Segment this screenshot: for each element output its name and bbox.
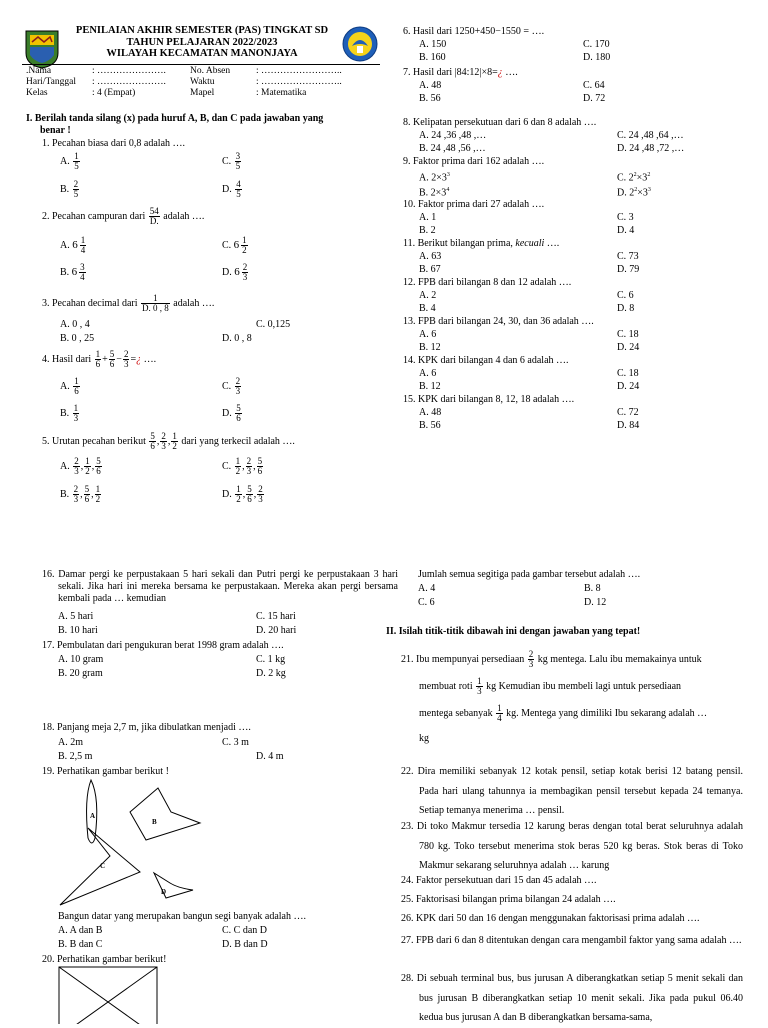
q17-option-a[interactable]: A. 10 gram	[58, 654, 104, 665]
q3-text: 3. Pecahan decimal dari $\frac{1}{D. 0 , 8}$ adalah ….	[42, 293, 215, 313]
title-line-3: WILAYAH KECAMATAN MANONJAYA	[106, 48, 298, 60]
q5-text: 5. Urutan pecahan berikut $\frac{5}{6}$ , $\frac{2}{3}$ , $\frac{1}{2}$ dari yang terkecil adalah ….	[42, 431, 295, 451]
q5-option-b[interactable]: B. $\frac{2}{3}$ , $\frac{5}{6}$ , $\frac{1}{2}$	[60, 484, 101, 504]
q2-option-c[interactable]: C. 6 $\frac{1}{2}$	[222, 235, 247, 255]
q14-option-b[interactable]: B. 12	[419, 381, 441, 392]
mapel-value: : Matematika	[256, 88, 307, 98]
q2-option-b[interactable]: B. 6 $\frac{3}{4}$	[60, 262, 85, 282]
q9-option-c[interactable]: C. $2^2\times 3^2$	[617, 172, 651, 184]
q25-text: 25. Faktorisasi bilangan prima bilangan 24 adalah ….	[401, 894, 616, 905]
q11-text: 11. Berikut bilangan prima, kecuali ….	[403, 238, 560, 249]
mapel-label: Mapel	[190, 88, 215, 98]
tut-wuri-logo	[342, 26, 378, 62]
regency-logo	[22, 27, 62, 69]
q9-option-b[interactable]: B. $2\times 3^4$	[419, 187, 450, 199]
q19-shapes-figure	[58, 778, 208, 908]
q19-option-a[interactable]: A. A dan B	[58, 925, 103, 936]
absen-field[interactable]: : ……………………..	[256, 66, 342, 76]
q2-option-a[interactable]: A. 6 $\frac{1}{4}$	[60, 235, 86, 255]
q7-text: 7. Hasil dari |84:12|×8=¿ ….	[403, 67, 518, 78]
q4-option-a[interactable]: A. $\frac{1}{6}$	[60, 376, 79, 396]
q13-option-c[interactable]: C. 18	[617, 329, 639, 340]
q10-option-d[interactable]: D. 4	[617, 225, 635, 236]
absen-label: No. Absen	[190, 66, 231, 76]
q20-text: 20. Perhatikan gambar berikut!	[42, 954, 167, 965]
q4-option-d[interactable]: D. $\frac{5}{6}$	[222, 403, 241, 423]
q14-option-c[interactable]: C. 18	[617, 368, 639, 379]
q14-option-d[interactable]: D. 24	[617, 381, 640, 392]
q14-option-a[interactable]: A. 6	[419, 368, 437, 379]
q12-text: 12. FPB dari bilangan 8 dan 12 adalah ….	[403, 277, 572, 288]
q8-text: 8. Kelipatan persekutuan dari 6 dan 8 adalah ….	[403, 117, 597, 128]
kelas-value: : 4 (Empat)	[92, 88, 136, 98]
exam-title	[62, 25, 342, 60]
q1-option-d[interactable]: D. $\frac{4}{5}$	[222, 179, 241, 199]
q13-text: 13. FPB dari bilangan 24, 30, dan 36 adalah ….	[403, 316, 594, 327]
q10-text: 10. Faktor prima dari 27 adalah ….	[403, 199, 545, 210]
q16-option-c[interactable]: C. 15 hari	[256, 611, 296, 622]
q22-text: 22. Dira memiliki sebanyak 12 kotak pensil, setiap kotak berisi 12 batang pensil. Pada hari ulang tahunnya ia membagikan pensil tersebut kepada 24 temanya. Setiap temanya menerima … pensil.	[401, 766, 743, 816]
q26-text: 26. KPK dari 50 dan 16 dengan menggunakan faktorisasi prima adalah ….	[401, 913, 700, 924]
q11-option-c[interactable]: C. 73	[617, 251, 639, 262]
waktu-field[interactable]: : ……………………..	[256, 77, 342, 87]
q16-text: 16. Damar pergi ke perpustakaan 5 hari sekali dan Putri pergi ke perpustakaan 3 hari sekali. Jika hari ini mereka bersama ke perpustakaan. Mereka akan pergi bersama kembali pada … kemudian	[42, 569, 398, 604]
hari-field[interactable]: : ………………….	[92, 77, 166, 87]
shape-d-label: D	[161, 888, 167, 896]
shape-c-label: C	[100, 862, 106, 870]
hari-label: Hari/Tanggal	[26, 77, 76, 87]
q17-option-b[interactable]: B. 20 gram	[58, 668, 103, 679]
q15-text: 15. KPK dari bilangan 8, 12, 18 adalah ….	[403, 394, 575, 405]
q8-option-d[interactable]: D. 24 ,48 ,72 ,…	[617, 143, 685, 154]
q12-option-d[interactable]: D. 8	[617, 303, 635, 314]
q9-option-d[interactable]: D. $2^2\times 3^3$	[617, 187, 651, 199]
q7-option-c[interactable]: C. 64	[583, 80, 605, 91]
q17-text: 17. Pembulatan dari pengukuran berat 1998 gram adalah ….	[42, 640, 284, 651]
q21: 21. Ibu mempunyai persediaan $\frac{2}{3}$ kg mentega. Lalu ibu memakainya untuk membuat roti $\frac{1}{3}$ kg Kemudian ibu membeli lagi untuk persediaan mentega sebanyak $\frac{1}{4}$ kg. Mentega yang dimiliki Ibu sekarang adalah … kg	[401, 649, 708, 744]
q6-option-a[interactable]: A. 150	[419, 39, 447, 50]
title-line-1: PENILAIAN AKHIR SEMESTER (PAS) TINGKAT SD	[75, 25, 329, 36]
q2-text: 2. Pecahan campuran dari $\frac{54}{D.}$ adalah ….	[42, 206, 205, 226]
waktu-label: Waktu	[190, 77, 215, 87]
q18-option-a[interactable]: A. 2m	[58, 737, 83, 748]
shape-a-label: A	[90, 812, 96, 820]
q2-option-d[interactable]: D. 6 $\frac{2}{3}$	[222, 262, 248, 282]
q15-option-b[interactable]: B. 56	[419, 420, 441, 431]
header-rule	[22, 64, 380, 65]
q7-option-d[interactable]: D. 72	[583, 93, 606, 104]
q18-text: 18. Panjang meja 2,7 m, jika dibulatkan menjadi ….	[42, 722, 251, 733]
q5-option-c[interactable]: C. $\frac{1}{2}$ , $\frac{2}{3}$ , $\frac{5}{6}$	[222, 456, 263, 476]
q12-option-b[interactable]: B. 4	[419, 303, 436, 314]
q19-option-c[interactable]: C. C dan D	[222, 925, 267, 936]
q14-text: 14. KPK dari bilangan 4 dan 6 adalah ….	[403, 355, 569, 366]
q9-text: 9. Faktor prima dari 162 adalah ….	[403, 156, 545, 167]
q20-option-b[interactable]: B. 8	[584, 583, 601, 594]
q7-option-a[interactable]: A. 48	[419, 80, 442, 91]
q19-text: 19. Perhatikan gambar berikut !	[42, 766, 169, 777]
title-line-2: TAHUN PELAJARAN 2022/2023	[126, 36, 278, 48]
q15-option-c[interactable]: C. 72	[617, 407, 639, 418]
q5-option-d[interactable]: D. $\frac{1}{2}$ , $\frac{5}{6}$ , $\frac{2}{3}$	[222, 484, 263, 504]
q1-text: 1. Pecahan biasa dari 0,8 adalah ….	[42, 138, 186, 149]
q20-question: Jumlah semua segitiga pada gambar tersebut adalah ….	[418, 569, 641, 580]
q18-option-b[interactable]: B. 2,5 m	[58, 751, 93, 762]
q10-option-a[interactable]: A. 1	[419, 212, 437, 223]
nama-label: .Nama	[26, 66, 52, 76]
q15-option-a[interactable]: A. 48	[419, 407, 442, 418]
section-2-heading: II. Isilah titik-titik dibawah ini dengan jawaban yang tepat!	[386, 626, 641, 637]
q24-text: 24. Faktor persekutuan dari 15 dan 45 adalah ….	[401, 875, 597, 886]
q1-option-c[interactable]: C. $\frac{3}{5}$	[222, 151, 241, 171]
q16-option-d[interactable]: D. 20 hari	[256, 625, 297, 636]
q7-option-b[interactable]: B. 56	[419, 93, 441, 104]
q8-option-b[interactable]: B. 24 ,48 ,56 ,…	[419, 143, 486, 154]
q13-option-a[interactable]: A. 6	[419, 329, 437, 340]
q20-triangle-figure	[58, 966, 158, 1024]
q3-option-b[interactable]: B. 0 , 25	[60, 333, 95, 344]
q18-option-c[interactable]: C. 3 m	[222, 737, 249, 748]
q10-option-c[interactable]: C. 3	[617, 212, 634, 223]
q17-option-d[interactable]: D. 2 kg	[256, 668, 286, 679]
q6-option-d[interactable]: D. 180	[583, 52, 611, 63]
q19-option-d[interactable]: D. B dan D	[222, 939, 268, 950]
q6-option-b[interactable]: B. 160	[419, 52, 446, 63]
q20-option-c[interactable]: C. 6	[418, 597, 435, 608]
q13-option-d[interactable]: D. 24	[617, 342, 640, 353]
q11-option-b[interactable]: B. 67	[419, 264, 441, 275]
q1-option-b[interactable]: B. $\frac{2}{5}$	[60, 179, 79, 199]
q16-option-b[interactable]: B. 10 hari	[58, 625, 98, 636]
shape-b-label: B	[152, 818, 157, 826]
kelas-label: Kelas	[26, 88, 48, 98]
nama-field[interactable]: : ………………….	[92, 66, 166, 76]
q4-option-b[interactable]: B. $\frac{1}{3}$	[60, 403, 79, 423]
q13-option-b[interactable]: B. 12	[419, 342, 441, 353]
q12-option-c[interactable]: C. 6	[617, 290, 634, 301]
q8-option-c[interactable]: C. 24 ,48 ,64 ,…	[617, 130, 684, 141]
shape-d	[154, 873, 193, 898]
shape-b	[130, 788, 200, 840]
q18-option-d[interactable]: D. 4 m	[256, 751, 284, 762]
q10-option-b[interactable]: B. 2	[419, 225, 436, 236]
q4-option-c[interactable]: C. $\frac{2}{3}$	[222, 376, 241, 396]
q19-option-b[interactable]: B. B dan C	[58, 939, 103, 950]
q11-option-d[interactable]: D. 79	[617, 264, 640, 275]
q4-text: 4. Hasil dari $\frac{1}{6}$ + $\frac{5}{6}$ − $\frac{2}{3}$ =¿ ….	[42, 349, 157, 369]
identity-block	[26, 66, 376, 99]
q6-option-c[interactable]: C. 170	[583, 39, 610, 50]
q23-text: 23. Di toko Makmur tersedia 12 karung beras dengan total berat seluruhnya adalah 780 kg. Toko tersebut menerima stok beras 520 kg beras. Stok beras di Toko Makmur sekarang seluruhnya adalah … karung	[401, 821, 743, 871]
q9-option-a[interactable]: A. $2\times 3^3$	[419, 172, 450, 184]
right-column	[403, 26, 743, 433]
q3-option-d[interactable]: D. 0 , 8	[222, 333, 252, 344]
q19-question: Bangun datar yang merupakan bangun segi banyak adalah ….	[58, 911, 306, 922]
q20-option-a[interactable]: A. 4	[418, 583, 436, 594]
q5-option-a[interactable]: A. $\frac{2}{3}$ , $\frac{1}{2}$ , $\frac{5}{6}$	[60, 456, 101, 476]
q12-option-a[interactable]: A. 2	[419, 290, 437, 301]
q15-option-d[interactable]: D. 84	[617, 420, 640, 431]
q3-option-a[interactable]: A. 0 , 4	[60, 319, 90, 330]
q11-option-a[interactable]: A. 63	[419, 251, 442, 262]
q17-option-c[interactable]: C. 1 kg	[256, 654, 286, 665]
q28-text: 28. Di sebuah terminal bus, bus jurusan A diberangkatkan setiap 5 menit sekali dan bus jurusan B diberangkatkan setiap 10 menit sekali. Jika pada pukul 06.40 kedua bus jurusan A dan B diberangkatkan bersama-sama,	[401, 973, 743, 1023]
q8-option-a[interactable]: A. 24 ,36 ,48 ,…	[419, 130, 487, 141]
q6-text: 6. Hasil dari 1250+450−1550 = ….	[403, 26, 545, 37]
q16-option-a[interactable]: A. 5 hari	[58, 611, 94, 622]
q27-text: 27. FPB dari 6 dan 8 ditentukan dengan cara mengambil faktor yang sama adalah ….	[401, 935, 742, 946]
q3-option-c[interactable]: C. 0,125	[256, 319, 291, 330]
section-1-heading: I. Berilah tanda silang (x) pada huruf A, B, dan C pada jawaban yang benar !	[26, 113, 324, 136]
q1-option-a[interactable]: A. $\frac{1}{5}$	[60, 151, 79, 171]
q20-option-d[interactable]: D. 12	[584, 597, 607, 608]
